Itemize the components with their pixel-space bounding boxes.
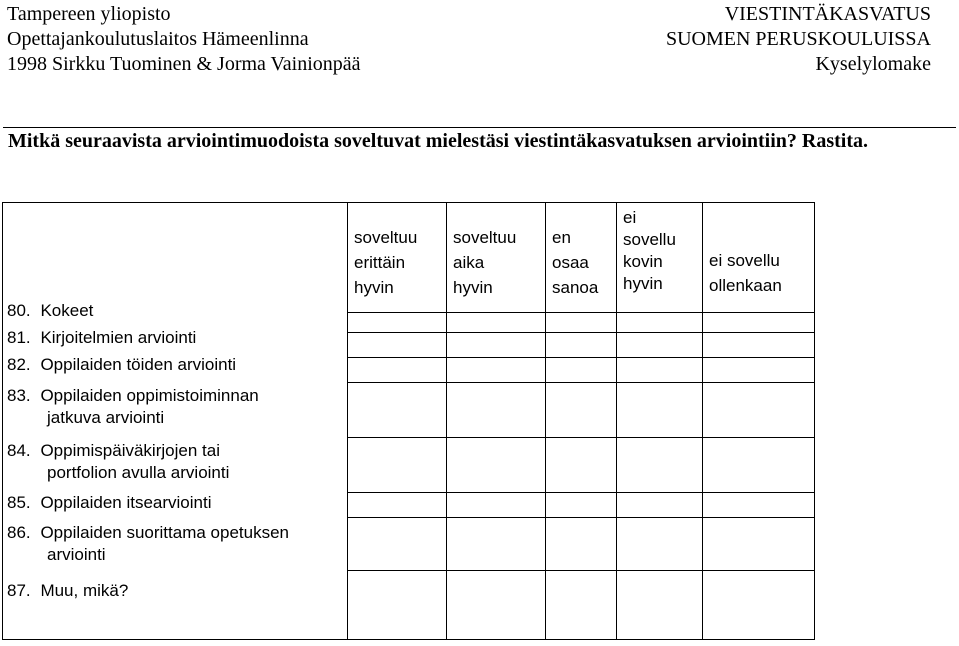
item-text: Oppilaiden töiden arviointi xyxy=(31,355,237,374)
column-header xyxy=(709,248,814,298)
item-text: Kokeet xyxy=(31,301,94,320)
column-divider xyxy=(545,202,546,640)
item-number: 81. xyxy=(7,328,31,347)
column-header xyxy=(552,225,615,300)
column-header-line: erittäin xyxy=(354,253,406,272)
table-border-right xyxy=(814,202,815,640)
column-header-line: en xyxy=(552,228,571,247)
column-header-line: soveltuu xyxy=(453,228,517,247)
university-name: Tampereen yliopisto xyxy=(7,3,171,25)
question-text: Mitkä seuraavista arviointimuodoista soveltuvat mielestäsi viestintäkasvatuksen arviointiin? Rastita. xyxy=(8,130,869,152)
row-divider xyxy=(347,357,815,358)
department-name: Opettajankoulutuslaitos Hämeenlinna xyxy=(7,28,309,50)
item-text: Oppimispäiväkirjojen tai xyxy=(31,441,220,460)
item-text: Oppilaiden itsearviointi xyxy=(31,493,212,512)
item-number: 83. xyxy=(7,386,31,405)
survey-item xyxy=(7,385,347,429)
column-divider xyxy=(446,202,447,640)
item-text: Kirjoitelmien arviointi xyxy=(31,328,197,347)
column-header-line: ei sovellu xyxy=(709,251,780,270)
document-title: VIESTINTÄKASVATUS xyxy=(724,3,931,25)
header-divider xyxy=(347,312,815,313)
column-divider xyxy=(616,202,617,640)
survey-item xyxy=(7,522,347,566)
column-header xyxy=(623,207,701,298)
row-divider xyxy=(347,570,815,571)
item-number: 80. xyxy=(7,301,31,320)
column-header-line: sanoa xyxy=(552,278,599,297)
survey-item xyxy=(7,300,347,322)
item-text: arviointi xyxy=(47,545,106,564)
survey-item xyxy=(7,440,347,484)
column-header-line: hyvin xyxy=(623,274,663,293)
document-type: Kyselylomake xyxy=(815,53,931,75)
row-divider xyxy=(347,517,815,518)
rating-table xyxy=(2,202,815,640)
header-left xyxy=(7,2,361,77)
authors-line: 1998 Sirkku Tuominen & Jorma Vainionpää xyxy=(7,53,361,75)
item-text: Oppilaiden oppimistoiminnan xyxy=(31,386,259,405)
row-divider xyxy=(347,492,815,493)
column-header-line: osaa xyxy=(552,253,589,272)
row-divider xyxy=(347,437,815,438)
item-text: portfolion avulla arviointi xyxy=(47,463,230,482)
column-header-line: soveltuu xyxy=(354,228,418,247)
survey-item xyxy=(7,580,347,602)
survey-item xyxy=(7,492,347,514)
document-subtitle: SUOMEN PERUSKOULUISSA xyxy=(665,28,931,50)
item-text: jatkuva arviointi xyxy=(47,408,165,427)
column-header-line: sovellu xyxy=(623,230,676,249)
column-header-line: kovin xyxy=(623,252,663,271)
item-number: 84. xyxy=(7,441,31,460)
row-divider xyxy=(347,332,815,333)
item-number: 82. xyxy=(7,355,31,374)
column-header-line: hyvin xyxy=(354,278,394,297)
table-border-left xyxy=(2,202,3,640)
header-rule xyxy=(3,127,956,128)
survey-item xyxy=(7,354,347,376)
column-divider xyxy=(347,202,348,640)
column-header-line: ollenkaan xyxy=(709,276,782,295)
item-number: 87. xyxy=(7,581,31,600)
item-text: Oppilaiden suorittama opetuksen xyxy=(31,523,289,542)
column-header xyxy=(453,225,544,300)
table-border-bottom xyxy=(2,639,815,640)
column-header-line: aika xyxy=(453,253,485,272)
survey-item xyxy=(7,327,347,349)
column-divider xyxy=(702,202,703,640)
column-header xyxy=(354,225,445,300)
header-right xyxy=(666,2,931,77)
item-text: Muu, mikä? xyxy=(31,581,129,600)
column-header-line: hyvin xyxy=(453,278,493,297)
column-header-line: ei xyxy=(623,208,637,227)
item-number: 85. xyxy=(7,493,31,512)
row-divider xyxy=(347,382,815,383)
table-border-top xyxy=(2,202,815,203)
item-number: 86. xyxy=(7,523,31,542)
